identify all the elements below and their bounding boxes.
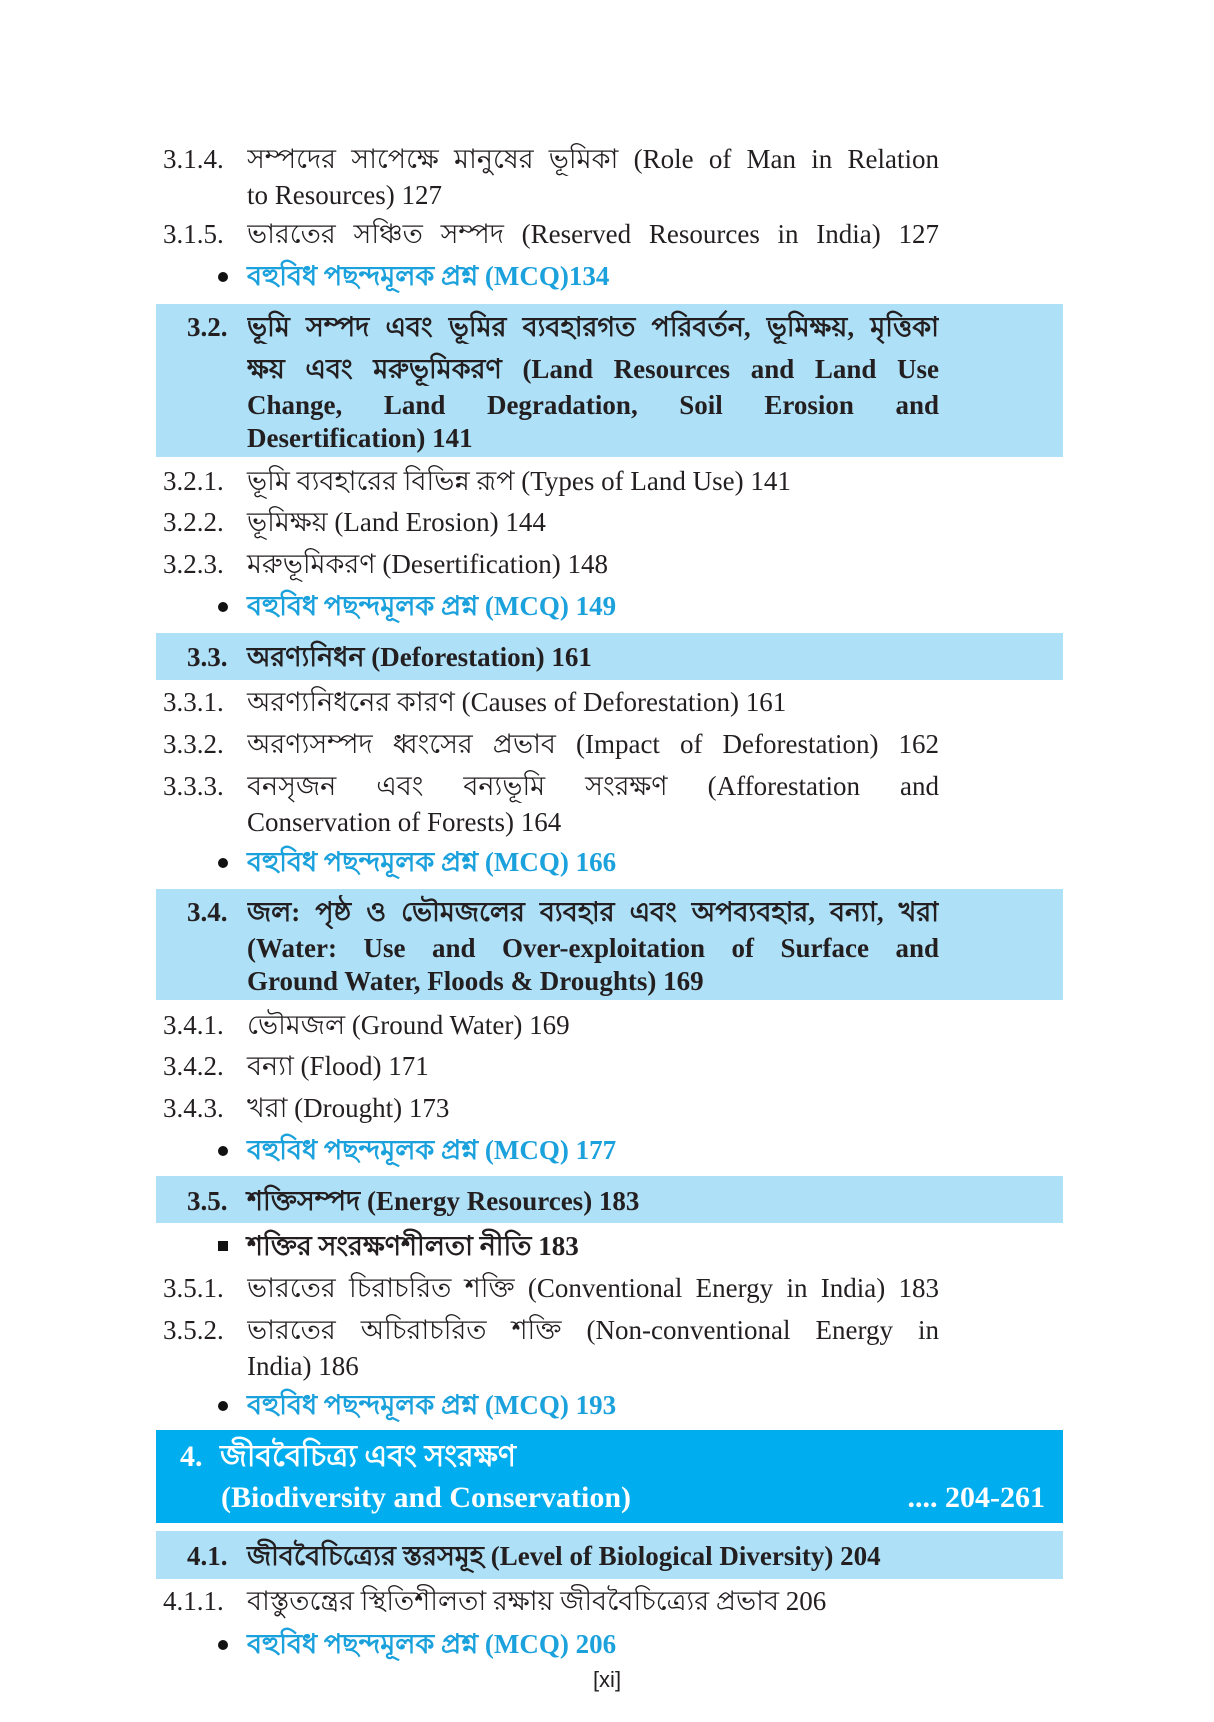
section-3-3[interactable]: [0, 640, 1214, 674]
section-title: জীববৈচিত্র্যের স্তরসমূহ (Level of Biological Diversity) 204: [247, 1541, 881, 1571]
entry-title: ভারতের চিরাচরিত শক্তি (Conventional Energy in India) 183: [247, 1273, 939, 1303]
mcq-entry[interactable]: [0, 259, 1214, 293]
bullet-icon: [218, 1640, 228, 1650]
section-3-2-cont: [0, 352, 1214, 386]
toc-entry-3-1-4-cont[interactable]: [0, 178, 1214, 212]
entry-number: 3.5.1.: [163, 1273, 224, 1303]
section-title: ভূমি সম্পদ এবং ভূমির ব্যবহারগত পরিবর্তন, ভূমিক্ষয়, মৃত্তিকা: [247, 312, 939, 342]
energy-policy-entry[interactable]: [0, 1229, 1214, 1263]
entry-number: 3.3.3.: [163, 771, 224, 801]
entry-title: ভূমিক্ষয় (Land Erosion) 144: [247, 507, 546, 537]
mcq-entry[interactable]: [0, 589, 1214, 623]
section-number: 3.4.: [187, 897, 228, 927]
section-number: 3.2.: [187, 312, 228, 342]
entry-number: 3.3.1.: [163, 687, 224, 717]
entry-title: অরণ্যসম্পদ ধ্বংসের প্রভাব (Impact of Deforestation) 162: [247, 729, 939, 759]
section-number: 4.1.: [187, 1541, 228, 1571]
section-3-4-cont: [0, 964, 1214, 998]
toc-entry-3-4-3[interactable]: [0, 1091, 1214, 1125]
bullet-icon: [218, 1146, 228, 1156]
entry-number: 4.1.1.: [163, 1586, 224, 1616]
mcq-label: বহুবিধ পছন্দমূলক প্রশ্ন (MCQ) 149: [247, 591, 617, 621]
mcq-label: বহুবিধ পছন্দমূলক প্রশ্ন (MCQ) 166: [247, 847, 617, 877]
chapter-title-english: (Biodiversity and Conservation): [221, 1481, 632, 1514]
section-title: অরণ্যনিধন (Deforestation) 161: [247, 642, 592, 672]
bullet-icon: [218, 858, 228, 868]
section-3-4[interactable]: [0, 895, 1214, 929]
mcq-label: বহুবিধ পছন্দমূলক প্রশ্ন (MCQ)134: [247, 261, 610, 291]
toc-entry-3-5-1[interactable]: [0, 1271, 1214, 1305]
mcq-label: বহুবিধ পছন্দমূলক প্রশ্ন (MCQ) 206: [247, 1629, 617, 1659]
entry-title: বাস্তুতন্ত্রের স্থিতিশীলতা রক্ষায় জীববৈচিত্র্যের প্রভাব 206: [247, 1586, 827, 1616]
toc-entry-3-3-2[interactable]: [0, 727, 1214, 761]
entry-title: Conservation of Forests) 164: [247, 807, 562, 837]
toc-entry-3-2-2[interactable]: [0, 505, 1214, 539]
section-title: Desertification) 141: [247, 423, 473, 453]
entry-number: 3.4.3.: [163, 1093, 224, 1123]
entry-title: ভূমি ব্যবহারের বিভিন্ন রূপ (Types of Land Use) 141: [247, 466, 791, 496]
section-title: (Water: Use and Over-exploitation of Surface and: [247, 933, 939, 963]
toc-entry-3-1-4[interactable]: [0, 142, 1214, 176]
mcq-label: বহুবিধ পছন্দমূলক প্রশ্ন (MCQ) 193: [247, 1390, 617, 1420]
section-3-4-cont: [0, 931, 1214, 965]
entry-title: India) 186: [247, 1351, 359, 1381]
entry-number: 3.1.5.: [163, 219, 224, 249]
entry-number: 3.4.2.: [163, 1051, 224, 1081]
mcq-entry[interactable]: [0, 1388, 1214, 1422]
toc-entry-3-5-2[interactable]: [0, 1313, 1214, 1347]
section-title: Ground Water, Floods & Droughts) 169: [247, 966, 704, 996]
entry-number: 3.2.2.: [163, 507, 224, 537]
bullet-icon: [218, 272, 228, 282]
entry-title: to Resources) 127: [247, 180, 442, 210]
toc-entry-3-1-5[interactable]: [0, 217, 1214, 251]
entry-title: বন্যা (Flood) 171: [247, 1051, 429, 1081]
entry-number: 3.2.3.: [163, 549, 224, 579]
entry-title: সম্পদের সাপেক্ষে মানুষের ভূমিকা (Role of Man in Relation: [247, 144, 939, 174]
section-3-2-cont: [0, 421, 1214, 455]
bullet-icon: [218, 602, 228, 612]
entry-number: 3.3.2.: [163, 729, 224, 759]
chapter-title: জীববৈচিত্র্য এবং সংরক্ষণ: [220, 1440, 517, 1473]
entry-number: 3.1.4.: [163, 144, 224, 174]
mcq-entry[interactable]: [0, 845, 1214, 879]
square-bullet-icon: [218, 1241, 228, 1251]
section-title: জল: পৃষ্ঠ ও ভৌমজলের ব্যবহার এবং অপব্যবহার, বন্যা, খরা: [247, 897, 939, 927]
section-number: 3.3.: [187, 642, 228, 672]
section-title: ক্ষয় এবং মরুভূমিকরণ (Land Resources and Land Use: [247, 354, 939, 384]
chapter-4-header[interactable]: [156, 1430, 1063, 1523]
chapter-number: 4.: [180, 1440, 203, 1473]
entry-title: ভৌমজল (Ground Water) 169: [247, 1010, 570, 1040]
toc-entry-3-2-1[interactable]: [0, 464, 1214, 498]
section-3-5[interactable]: [0, 1184, 1214, 1218]
entry-title: মরুভূমিকরণ (Desertification) 148: [247, 549, 609, 579]
toc-entry-3-4-1[interactable]: [0, 1008, 1214, 1042]
chapter-title-bengali: [180, 1440, 516, 1474]
entry-title: বনসৃজন এবং বন্যভূমি সংরক্ষণ (Afforestation and: [247, 771, 939, 801]
mcq-entry[interactable]: [0, 1133, 1214, 1167]
entry-title: খরা (Drought) 173: [247, 1093, 450, 1123]
entry-title: ভারতের সঞ্চিত সম্পদ (Reserved Resources in India) 127: [247, 219, 939, 249]
entry-title: অরণ্যনিধনের কারণ (Causes of Deforestation) 161: [247, 687, 787, 717]
section-number: 3.5.: [187, 1186, 228, 1216]
toc-entry-3-3-3[interactable]: [0, 769, 1214, 803]
entry-number: 3.4.1.: [163, 1010, 224, 1040]
entry-number: 3.5.2.: [163, 1315, 224, 1345]
toc-entry-4-1-1[interactable]: [0, 1584, 1214, 1618]
entry-number: 3.2.1.: [163, 466, 224, 496]
chapter-page-range: .... 204-261: [907, 1481, 1045, 1514]
section-4-1[interactable]: [0, 1539, 1214, 1573]
entry-title: শক্তির সংরক্ষণশীলতা নীতি 183: [247, 1231, 579, 1261]
mcq-label: বহুবিধ পছন্দমূলক প্রশ্ন (MCQ) 177: [247, 1135, 617, 1165]
section-3-2-cont: [0, 388, 1214, 422]
section-title: Change, Land Degradation, Soil Erosion and: [247, 390, 939, 420]
section-3-2[interactable]: [0, 310, 1214, 344]
toc-entry-3-4-2[interactable]: [0, 1049, 1214, 1083]
toc-entry-3-5-2-cont: [0, 1349, 1214, 1383]
mcq-entry[interactable]: [0, 1627, 1214, 1661]
toc-entry-3-3-1[interactable]: [0, 685, 1214, 719]
toc-entry-3-3-3-cont: [0, 805, 1214, 839]
page-number: [xi]: [592, 1667, 622, 1692]
section-title: শক্তিসম্পদ (Energy Resources) 183: [247, 1186, 640, 1216]
entry-title: ভারতের অচিরাচরিত শক্তি (Non-conventional Energy in: [247, 1315, 939, 1345]
toc-entry-3-2-3[interactable]: [0, 547, 1214, 581]
bullet-icon: [218, 1401, 228, 1411]
